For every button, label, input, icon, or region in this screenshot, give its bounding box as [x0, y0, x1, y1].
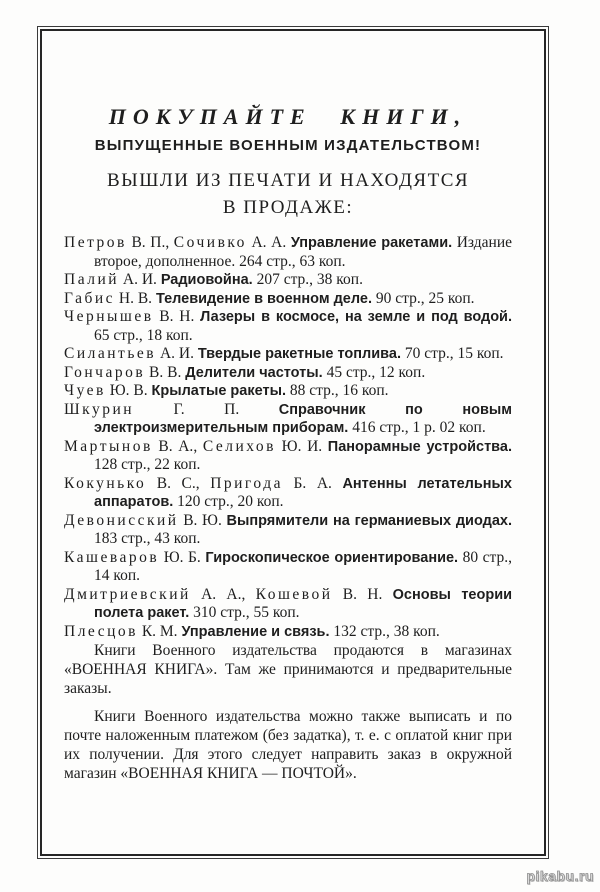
- header-title-italic: ПОКУПАЙТЕ КНИГИ,: [108, 104, 468, 129]
- book-entry: [64, 401, 512, 438]
- book-details: 120 стр., 20 коп.: [177, 493, 284, 510]
- author-surname: Гончаров: [64, 363, 146, 381]
- book-details: Издание второе, дополненное. 264 стр., 63 коп.: [94, 234, 513, 270]
- author-surname: Чуев: [64, 382, 106, 399]
- footer-paragraph: Книги Военного издательства продаются в магазинах «ВОЕННАЯ КНИГА». Там же принимаются и предварительные заказы.: [64, 642, 512, 697]
- book-details: 80 стр., 14 коп.: [94, 548, 513, 584]
- footer-paragraph: Книги Военного издательства можно также выписать и по почте наложенным платежом (без задатка), т. е. с оплатой книг при их получении. Для этого следует направить заказ в окружной магазин «ВОЕННАЯ КНИГА — ПОЧТОЙ».: [64, 708, 512, 782]
- author-surname: Силантьев: [64, 345, 157, 362]
- document-frame: [37, 26, 549, 859]
- author-surname: Плесцов: [64, 622, 138, 640]
- author-surname: Девонисский: [64, 511, 179, 529]
- book-title: Управление и связь.: [181, 623, 330, 640]
- header-heading-line2: В ПРОДАЖЕ:: [222, 197, 354, 218]
- author-surname: Пригода: [210, 474, 283, 492]
- book-authors: Чуев Ю. В.: [64, 382, 148, 399]
- book-title: Лазеры в космосе, на земле и под водой.: [200, 309, 512, 325]
- author-surname: Палий: [64, 271, 120, 288]
- book-details: 65 стр., 18 коп.: [94, 326, 193, 344]
- book-entry: [64, 234, 512, 271]
- book-details: 88 стр., 16 коп.: [289, 382, 389, 399]
- book-entry: [64, 586, 512, 623]
- author-surname: Петров: [64, 234, 127, 251]
- book-authors: Гончаров В. В.: [64, 363, 182, 381]
- book-title: Телевидение в военном деле.: [155, 290, 372, 307]
- book-authors: Кашеваров Ю. Б.: [64, 548, 201, 566]
- book-details: 90 стр., 25 коп.: [375, 289, 475, 307]
- book-title: Выпрямители на германиевых диодах.: [226, 512, 512, 529]
- header-heading: [64, 167, 512, 221]
- book-authors: Девонисский В. Ю.: [64, 511, 222, 529]
- book-title: Радиовойна.: [160, 272, 253, 288]
- book-details: 70 стр., 15 коп.: [404, 345, 504, 362]
- book-details: 416 стр., 1 р. 02 коп.: [352, 419, 486, 436]
- watermark: pikabu.ru: [526, 868, 594, 884]
- book-entry: [64, 308, 512, 345]
- book-details: 132 стр., 38 коп.: [333, 622, 440, 640]
- book-details: 128 стр., 22 коп.: [94, 456, 201, 473]
- author-surname: Селихов: [202, 437, 276, 455]
- header-heading-line1: ВЫШЛИ ИЗ ПЕЧАТИ И НАХОДЯТСЯ: [106, 170, 470, 191]
- book-title: Справочник по новым электроизмерительным приборам.: [94, 401, 513, 436]
- book-details: 207 стр., 38 коп.: [256, 271, 363, 288]
- book-entry: [64, 364, 512, 383]
- book-entry: [64, 623, 512, 642]
- book-title: Панорамные устройства.: [327, 438, 512, 455]
- book-authors: Дмитриевский А. А., Кошевой В. Н.: [64, 585, 383, 603]
- page-header: [64, 105, 512, 221]
- footer-paragraphs: [64, 641, 512, 783]
- page-content: [42, 31, 544, 854]
- author-surname: Кокунько: [64, 474, 147, 492]
- book-authors: Шкурин Г. П.: [64, 400, 240, 418]
- book-entry: [64, 549, 512, 586]
- book-title: Гироскопическое ориентирование.: [205, 549, 459, 566]
- book-entry: [64, 290, 512, 309]
- book-entry: [64, 475, 512, 512]
- book-authors: Плесцов К. М.: [64, 622, 178, 640]
- book-title: Делители частоты.: [185, 364, 323, 381]
- book-authors: Петров В. П., Сочивко А. А.: [64, 234, 287, 251]
- book-entry: [64, 438, 512, 475]
- author-surname: Габис: [64, 289, 116, 307]
- book-authors: Мартынов В. А., Селихов Ю. И.: [64, 437, 323, 455]
- book-authors: Силантьев А. И.: [64, 345, 194, 362]
- author-surname: Мартынов: [64, 437, 153, 455]
- book-title: Антенны летательных аппаратов.: [94, 475, 512, 510]
- book-entry: [64, 345, 512, 364]
- author-surname: Сочивко: [173, 234, 247, 251]
- header-subtitle-bold: ВЫПУЩЕННЫЕ ВОЕННЫМ ИЗДАТЕЛЬСТВОМ!: [94, 137, 482, 154]
- book-title: Твердые ракетные топлива.: [197, 346, 401, 362]
- book-title: Управление ракетами.: [290, 235, 453, 251]
- book-list: [64, 234, 512, 641]
- document-frame-inner-rule: [40, 29, 546, 856]
- author-surname: Кошевой: [255, 585, 333, 603]
- book-authors: Палий А. И.: [64, 271, 157, 288]
- book-authors: Габис Н. В.: [64, 289, 153, 307]
- book-authors: Кокунько В. С., Пригода Б. А.: [64, 474, 332, 492]
- author-surname: Дмитриевский: [64, 585, 191, 603]
- book-entry: [64, 271, 512, 290]
- book-details: 45 стр., 12 коп.: [326, 363, 426, 381]
- book-entry: [64, 382, 512, 401]
- book-entry: [64, 512, 512, 549]
- book-authors: Чернышев В. Н.: [64, 308, 195, 325]
- book-title: Крылатые ракеты.: [151, 383, 286, 399]
- book-details: 310 стр., 55 коп.: [193, 604, 300, 621]
- book-details: 183 стр., 43 коп.: [94, 530, 201, 547]
- author-surname: Шкурин: [64, 400, 135, 418]
- author-surname: Кашеваров: [64, 548, 160, 566]
- book-title: Основы теории полета ракет.: [94, 586, 513, 621]
- author-surname: Чернышев: [64, 308, 154, 325]
